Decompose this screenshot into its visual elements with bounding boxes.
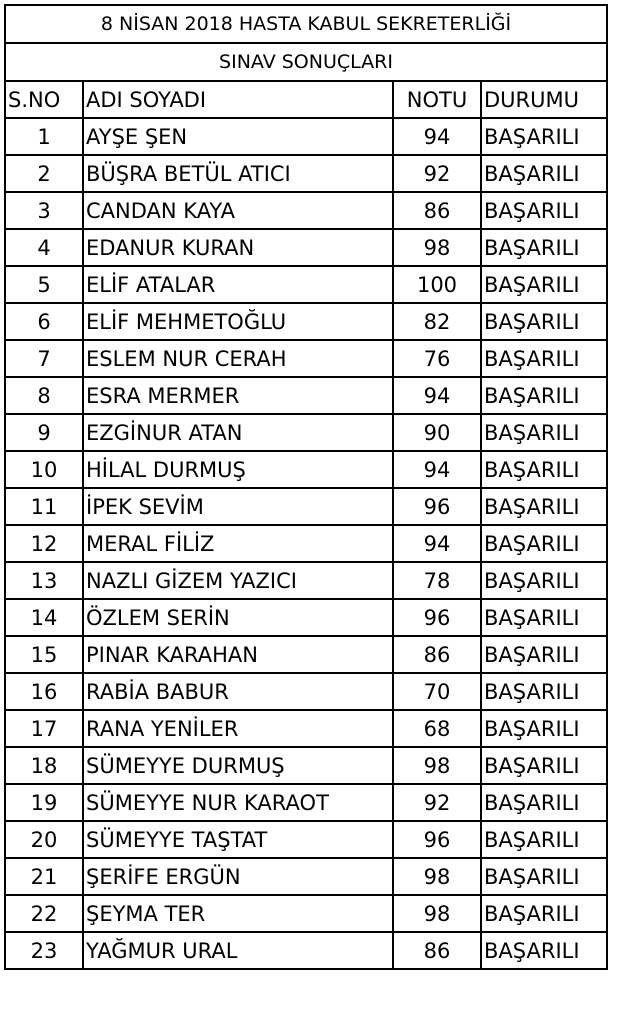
student-score: 86 — [393, 932, 481, 969]
row-number: 17 — [5, 710, 83, 747]
results-table-body — [5, 5, 607, 969]
table-row — [5, 488, 607, 525]
student-score: 70 — [393, 673, 481, 710]
student-score: 98 — [393, 229, 481, 266]
row-number: 18 — [5, 747, 83, 784]
student-status: BAŞARILI — [481, 932, 607, 969]
student-score: 82 — [393, 303, 481, 340]
row-number: 22 — [5, 895, 83, 932]
student-name: ELİF ATALAR — [83, 266, 393, 303]
table-row — [5, 377, 607, 414]
student-status: BAŞARILI — [481, 636, 607, 673]
row-number: 13 — [5, 562, 83, 599]
table-row — [5, 451, 607, 488]
student-name: HİLAL DURMUŞ — [83, 451, 393, 488]
student-status: BAŞARILI — [481, 192, 607, 229]
student-score: 86 — [393, 636, 481, 673]
student-name: ESLEM NUR CERAH — [83, 340, 393, 377]
student-name: ÖZLEM SERİN — [83, 599, 393, 636]
results-table — [4, 4, 608, 970]
student-status: BAŞARILI — [481, 377, 607, 414]
student-score: 76 — [393, 340, 481, 377]
student-name: ŞEYMA TER — [83, 895, 393, 932]
table-row — [5, 747, 607, 784]
table-row — [5, 858, 607, 895]
student-name: YAĞMUR URAL — [83, 932, 393, 969]
student-score: 96 — [393, 821, 481, 858]
page-subtitle: SINAV SONUÇLARI — [5, 43, 607, 81]
table-row — [5, 895, 607, 932]
student-status: BAŞARILI — [481, 414, 607, 451]
table-row — [5, 266, 607, 303]
table-row — [5, 932, 607, 969]
row-number: 9 — [5, 414, 83, 451]
student-status: BAŞARILI — [481, 784, 607, 821]
row-number: 23 — [5, 932, 83, 969]
student-status: BAŞARILI — [481, 266, 607, 303]
student-name: SÜMEYYE TAŞTAT — [83, 821, 393, 858]
student-score: 98 — [393, 895, 481, 932]
student-name: İPEK SEVİM — [83, 488, 393, 525]
title-row-1 — [5, 5, 607, 43]
student-name: CANDAN KAYA — [83, 192, 393, 229]
table-row — [5, 414, 607, 451]
student-name: PINAR KARAHAN — [83, 636, 393, 673]
table-row — [5, 784, 607, 821]
student-status: BAŞARILI — [481, 525, 607, 562]
student-status: BAŞARILI — [481, 451, 607, 488]
student-status: BAŞARILI — [481, 858, 607, 895]
table-row — [5, 525, 607, 562]
student-name: ŞERİFE ERGÜN — [83, 858, 393, 895]
student-status: BAŞARILI — [481, 340, 607, 377]
row-number: 11 — [5, 488, 83, 525]
student-name: ELİF MEHMETOĞLU — [83, 303, 393, 340]
page-title: 8 NİSAN 2018 HASTA KABUL SEKRETERLİĞİ — [5, 5, 607, 43]
student-name: BÜŞRA BETÜL ATICI — [83, 155, 393, 192]
student-score: 98 — [393, 747, 481, 784]
student-name: MERAL FİLİZ — [83, 525, 393, 562]
student-score: 94 — [393, 118, 481, 155]
table-row — [5, 118, 607, 155]
table-row — [5, 562, 607, 599]
table-row — [5, 340, 607, 377]
student-status: BAŞARILI — [481, 488, 607, 525]
student-score: 100 — [393, 266, 481, 303]
table-row — [5, 673, 607, 710]
student-score: 98 — [393, 858, 481, 895]
column-header-status: DURUMU — [481, 81, 607, 118]
student-status: BAŞARILI — [481, 710, 607, 747]
header-row — [5, 81, 607, 118]
table-row — [5, 710, 607, 747]
student-name: EDANUR KURAN — [83, 229, 393, 266]
row-number: 19 — [5, 784, 83, 821]
row-number: 14 — [5, 599, 83, 636]
table-row — [5, 192, 607, 229]
table-row — [5, 599, 607, 636]
student-score: 96 — [393, 599, 481, 636]
table-row — [5, 155, 607, 192]
row-number: 8 — [5, 377, 83, 414]
table-row — [5, 636, 607, 673]
student-score: 78 — [393, 562, 481, 599]
table-row — [5, 303, 607, 340]
column-header-score: NOTU — [393, 81, 481, 118]
student-name: NAZLI GİZEM YAZICI — [83, 562, 393, 599]
student-score: 92 — [393, 155, 481, 192]
student-status: BAŞARILI — [481, 599, 607, 636]
row-number: 2 — [5, 155, 83, 192]
student-name: RANA YENİLER — [83, 710, 393, 747]
student-status: BAŞARILI — [481, 155, 607, 192]
student-name: ESRA MERMER — [83, 377, 393, 414]
row-number: 1 — [5, 118, 83, 155]
student-score: 68 — [393, 710, 481, 747]
student-status: BAŞARILI — [481, 229, 607, 266]
student-status: BAŞARILI — [481, 673, 607, 710]
student-score: 86 — [393, 192, 481, 229]
student-name: RABİA BABUR — [83, 673, 393, 710]
student-score: 94 — [393, 451, 481, 488]
table-row — [5, 821, 607, 858]
student-status: BAŞARILI — [481, 747, 607, 784]
student-status: BAŞARILI — [481, 303, 607, 340]
student-name: EZGİNUR ATAN — [83, 414, 393, 451]
column-header-no: S.NO — [5, 81, 83, 118]
student-score: 96 — [393, 488, 481, 525]
student-score: 94 — [393, 525, 481, 562]
student-status: BAŞARILI — [481, 895, 607, 932]
row-number: 15 — [5, 636, 83, 673]
student-name: SÜMEYYE DURMUŞ — [83, 747, 393, 784]
row-number: 7 — [5, 340, 83, 377]
row-number: 3 — [5, 192, 83, 229]
column-header-name: ADI SOYADI — [83, 81, 393, 118]
student-score: 90 — [393, 414, 481, 451]
row-number: 6 — [5, 303, 83, 340]
student-status: BAŞARILI — [481, 562, 607, 599]
table-row — [5, 229, 607, 266]
row-number: 10 — [5, 451, 83, 488]
student-score: 94 — [393, 377, 481, 414]
row-number: 16 — [5, 673, 83, 710]
student-score: 92 — [393, 784, 481, 821]
student-name: AYŞE ŞEN — [83, 118, 393, 155]
student-name: SÜMEYYE NUR KARAOT — [83, 784, 393, 821]
row-number: 4 — [5, 229, 83, 266]
row-number: 5 — [5, 266, 83, 303]
student-status: BAŞARILI — [481, 821, 607, 858]
row-number: 12 — [5, 525, 83, 562]
title-row-2 — [5, 43, 607, 81]
student-status: BAŞARILI — [481, 118, 607, 155]
row-number: 20 — [5, 821, 83, 858]
row-number: 21 — [5, 858, 83, 895]
